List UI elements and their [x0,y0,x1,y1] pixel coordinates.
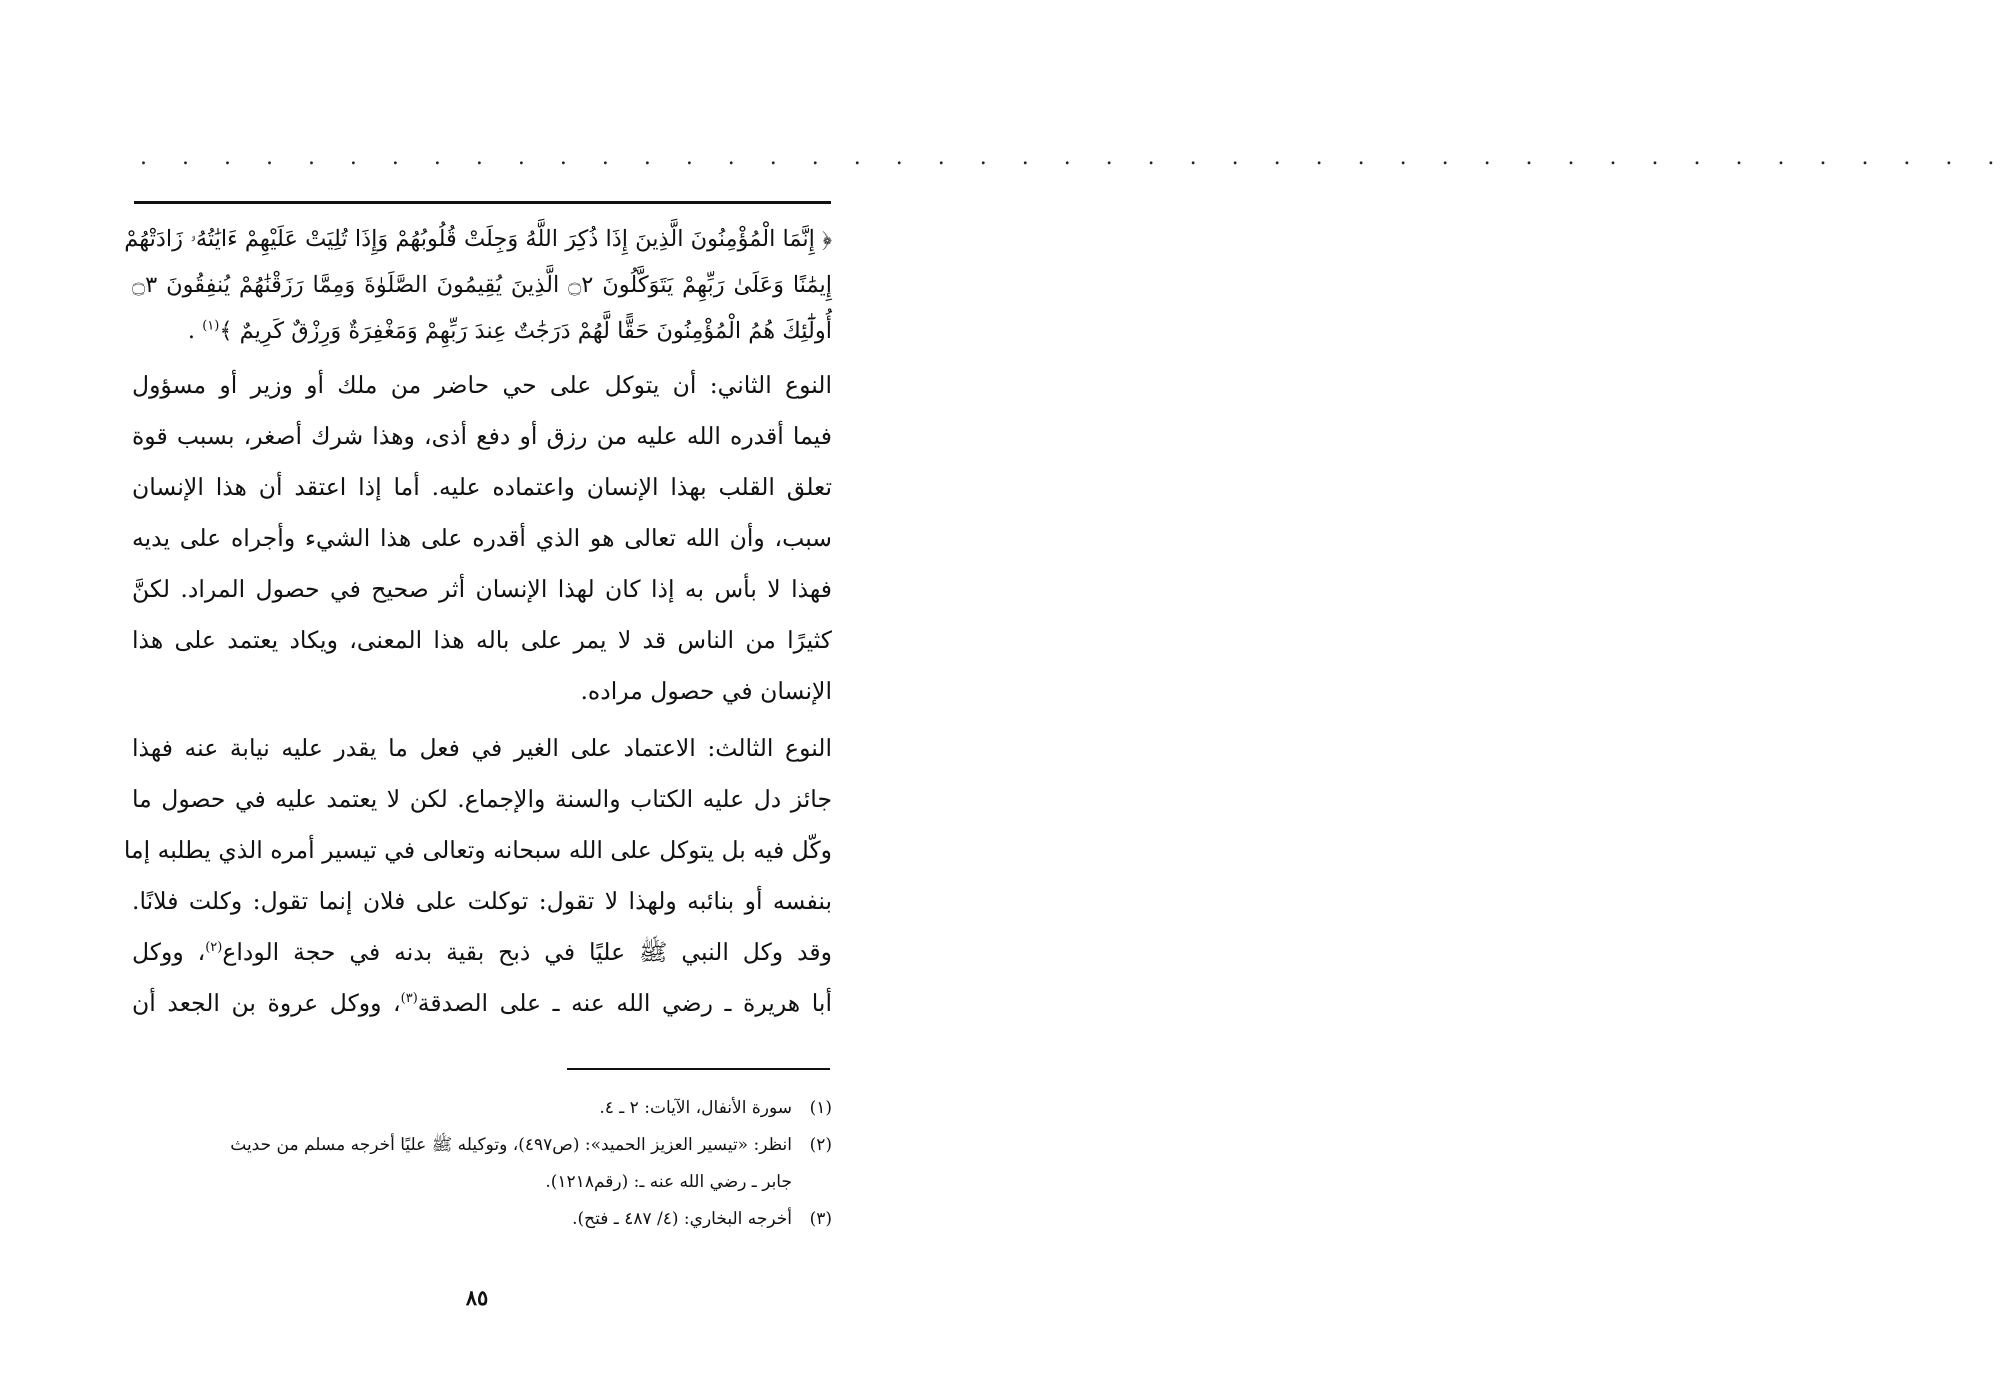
header-rule [134,201,831,204]
quran-verse-block [124,216,832,354]
page-number: ٨٥ [465,1285,489,1310]
para3-line-2: جائز دل عليه الكتاب والسنة والإجماع. لكن لا يعتمد عليه في حصول ما [132,785,832,813]
para3-line-4: بنفسه أو بنائبه ولهذا لا تقول: توكلت على فلان إنما تقول: وكلت فلانًا. [132,887,832,915]
quran-line-2: إِيمَٰنًا وَعَلَىٰ رَبِّهِمْ يَتَوَكَّلُونَ ۝٢ الَّذِينَ يُقِيمُونَ الصَّلَوٰةَ وَمِمَّا رَزَقْنَٰهُمْ يُنفِقُونَ ۝٣ [132,272,832,298]
footnote-separator [567,1068,830,1070]
para3-line-5 [132,927,832,978]
footnote-3-text: أخرجه البخاري: (٤/ ٤٨٧ ـ فتح). [572,1209,792,1229]
paragraph-type-three [123,723,833,1029]
para2-line-6: كثيرًا من الناس قد لا يمر على باله هذا المعنى، ويكاد يعتمد على هذا [132,626,832,654]
footnote-2-number: (٢) [809,1135,832,1155]
para2-line-5: فهذا لا بأس به إذا كان لهذا الإنسان أثر صحيح في حصول المراد. لكنَّ [132,575,832,603]
footnote-3 [132,1201,832,1238]
para3-line-3: وكّل فيه بل يتوكل على الله سبحانه وتعالى في تيسير أمره الذي يطلبه إما [123,836,832,864]
para2-line-1: النوع الثاني: أن يتوكل على حي حاضر من ملك أو وزير أو مسؤول [132,371,832,399]
footnote-ref-3: (٣) [400,991,418,1007]
header-dotted-line: . . . . . . . . . . . . . . . . . . . . . . . . . . . . . . . . . . . . . . . . . . . . . [140,145,2008,170]
para2-line-2: فيما أقدره الله عليه من رزق أو دفع أذى، وهذا شرك أصغر، بسبب قوة [132,422,832,450]
quran-line-3-end: . [187,318,203,344]
para2-line-4: سبب، وأن الله تعالى هو الذي أقدره على هذا الشيء وأجراه على يديه [132,524,832,552]
para3-line-5-tail: ، ووكل [132,938,206,966]
main-text [123,216,833,1029]
para3-line-5-text: وقد وكل النبي ﷺ عليًا في ذبح بقية بدنه في حجة الوداع [222,938,832,966]
para3-line-6-tail: ، ووكل عروة بن الجعد أن [132,989,401,1017]
footnote-2 [132,1127,832,1164]
footnote-3-number: (٣) [809,1209,832,1229]
footnote-ref-1: (١) [202,318,220,334]
footnote-2-text: انظر: «تيسير العزيز الحميد»: (ص٤٩٧)، وتوكيله ﷺ عليًا أخرجه مسلم من حديث [230,1135,792,1155]
para3-line-6 [132,978,832,1029]
para3-line-1: النوع الثالث: الاعتماد على الغير في فعل ما يقدر عليه نيابة عنه فهذا [132,734,832,762]
footnote-1-number: (١) [809,1098,832,1118]
quran-line-1: ﴿ إِنَّمَا الْمُؤْمِنُونَ الَّذِينَ إِذَا ذُكِرَ اللَّهُ وَجِلَتْ قُلُوبُهُمْ وَإِذَا تُلِيَتْ عَلَيْهِمْ ءَايَٰتُهُۥ زَادَتْهُمْ [124,226,832,252]
footnotes [132,1090,832,1238]
footnote-1 [132,1090,832,1127]
footnote-ref-2: (٢) [205,940,223,956]
paragraph-type-two [132,360,832,717]
quran-line-3-text: أُولَٰٓئِكَ هُمُ الْمُؤْمِنُونَ حَقًّا لَّهُمْ دَرَجَٰتٌ عِندَ رَبِّهِمْ وَمَغْفِرَةٌ وَرِزْقٌ كَرِيمٌ ﴾ [219,318,832,344]
para2-line-7: الإنسان في حصول مراده. [580,677,832,705]
footnote-1-text: سورة الأنفال، الآيات: ٢ ـ ٤. [599,1098,792,1118]
footnote-2-continued: جابر ـ رضي الله عنه ـ: (رقم١٢١٨). [545,1172,792,1192]
para2-line-3: تعلق القلب بهذا الإنسان واعتماده عليه. أما إذا اعتقد أن هذا الإنسان [132,473,832,501]
quran-line-3 [132,308,832,354]
para3-line-6-text: أبا هريرة ـ رضي الله عنه ـ على الصدقة [417,989,833,1017]
